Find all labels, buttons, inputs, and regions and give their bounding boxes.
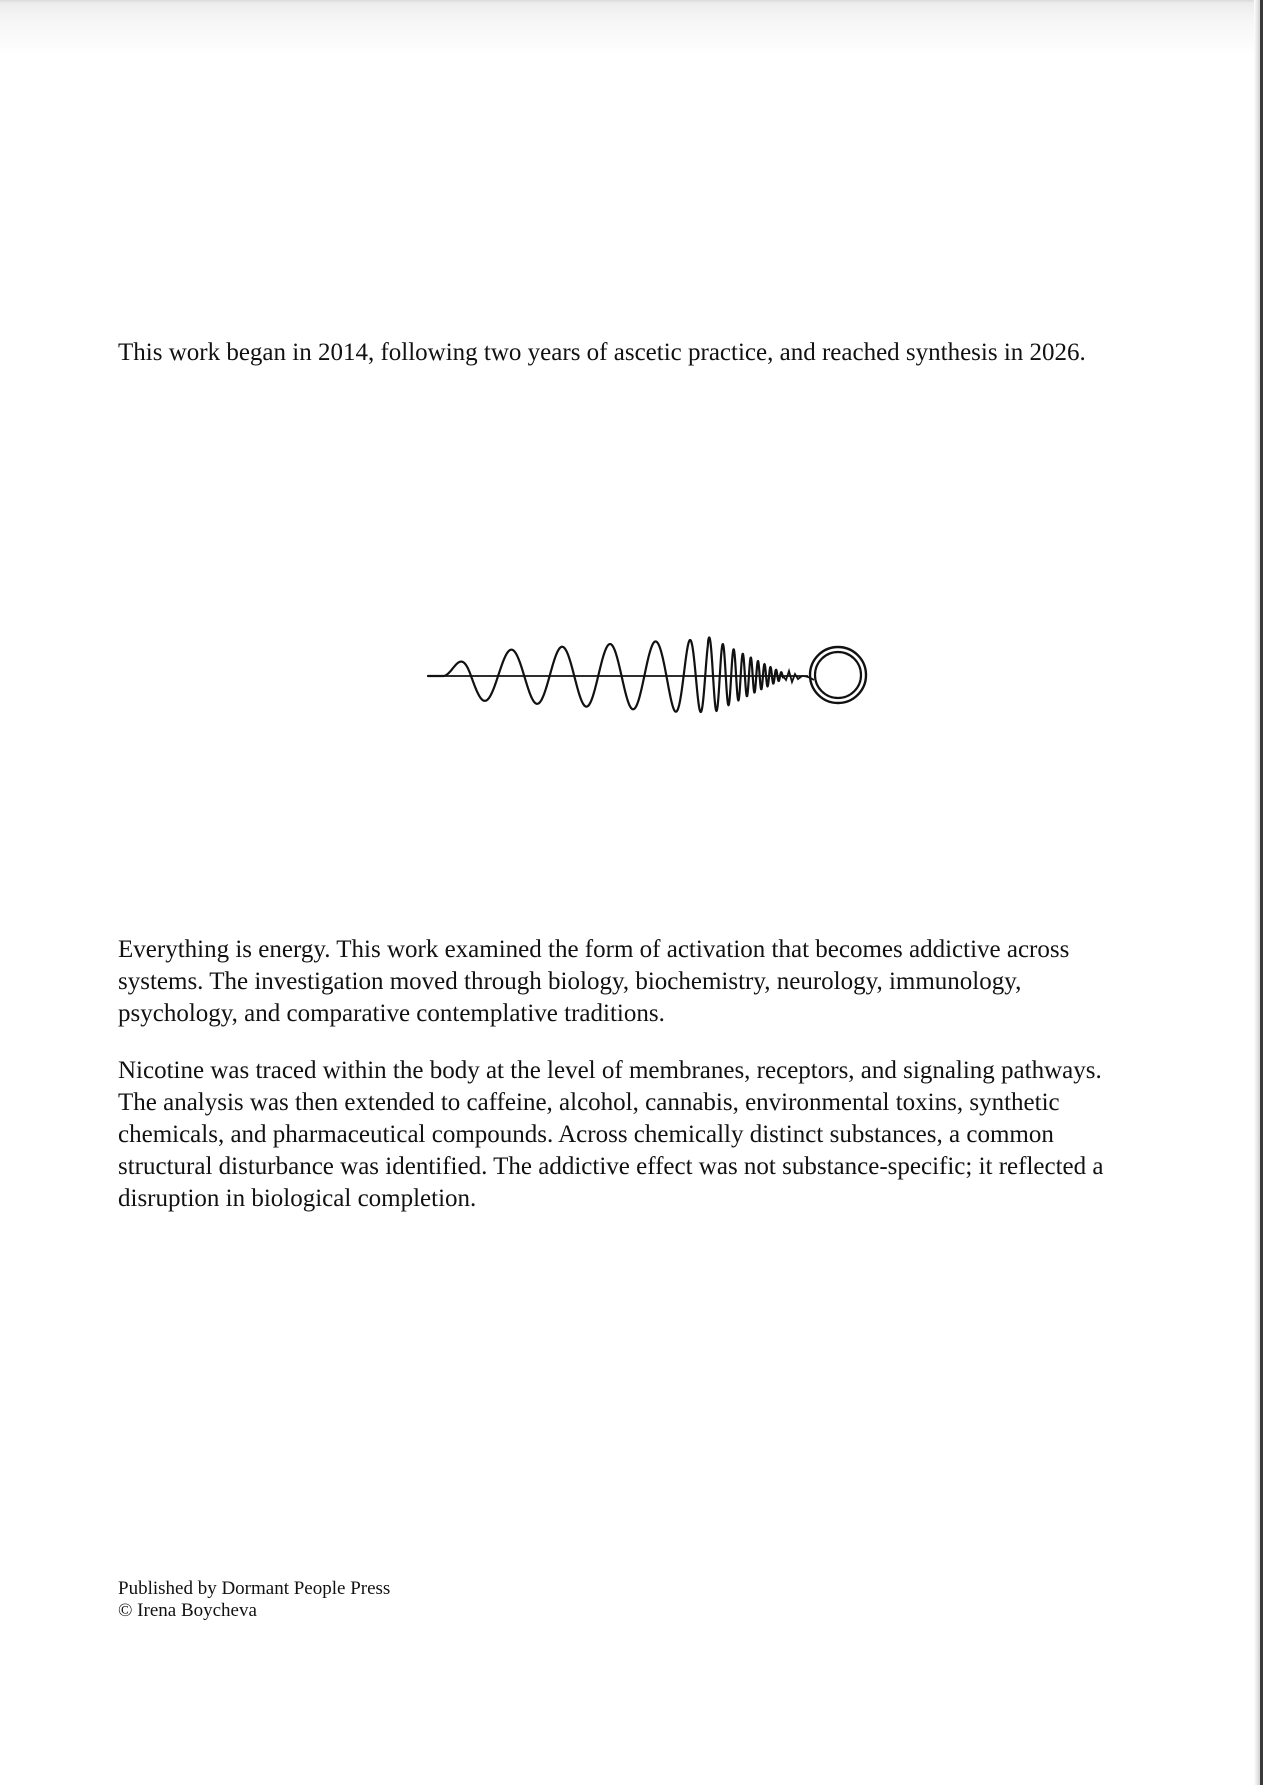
paragraph-nicotine: Nicotine was traced within the body at the level of membranes, receptors, and signaling pathways. The analysis was then extended to caffeine, alcohol, cannabis, environmental toxins, synthetic chemicals, and pharmaceutical compounds. Across chemically distinct substances, a common structural disturbance was identified. The addictive effect was not substance-specific; it reflected a disruption in biological completion. [118, 1057, 1104, 1212]
publisher-line: Published by Dormant People Press [118, 1578, 391, 1599]
page-top-shadow [0, 0, 1263, 56]
body-text [118, 934, 1138, 1240]
copyright-line: © Irena Boycheva [118, 1600, 257, 1621]
outer-circle [810, 647, 866, 703]
colophon [118, 1578, 718, 1622]
inner-circle [815, 652, 861, 698]
waveform-circle-emblem [398, 508, 998, 838]
waveform-line [428, 638, 783, 712]
waveform-circle-icon [398, 508, 998, 838]
intro-line: This work began in 2014, following two years of ascetic practice, and reached synthesis in 2026. [118, 339, 1086, 366]
paragraph-energy: Everything is energy. This work examined the form of activation that becomes addictive across systems. The investigation moved through biology, biochemistry, neurology, immunology, psychology, and comparative contemplative traditions. [118, 936, 1070, 1027]
